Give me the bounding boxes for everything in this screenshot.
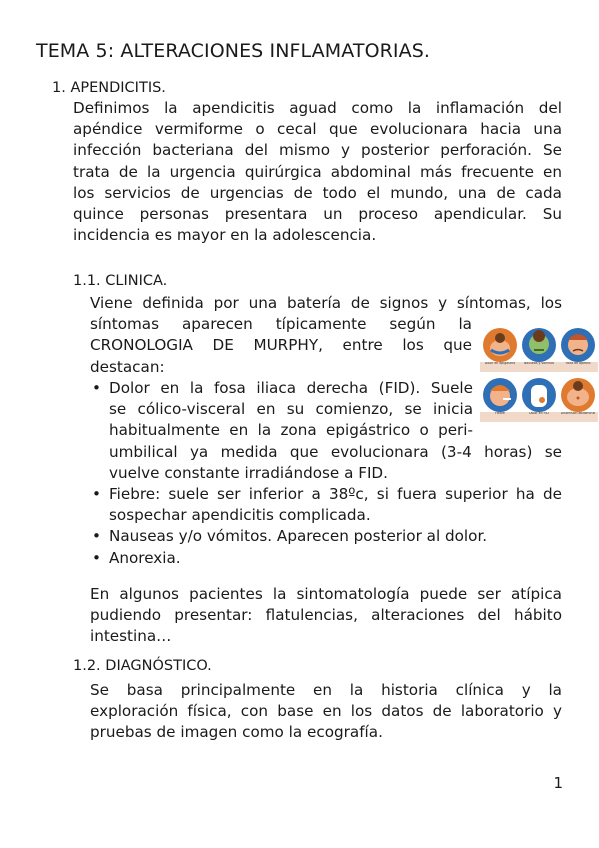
symptom-cell-nausea <box>520 326 558 376</box>
paragraph-line: intestina… <box>90 627 172 646</box>
paragraph-line: CRONOLOGIA DE MURPHY, entre los que <box>90 336 472 355</box>
symptom-caption: Náuseas y vómitos <box>519 362 559 372</box>
paragraph-line: habitualmente en la zona epigástrico o peri- <box>109 421 473 440</box>
paragraph-line: • Anorexia. <box>109 548 181 567</box>
paragraph-line: se cólico-visceral en su comienzo, se inicia <box>109 400 473 419</box>
page-number: 1 <box>553 774 563 792</box>
list-item <box>90 548 562 569</box>
murphy-symptoms-figure <box>481 326 597 426</box>
paragraph-line: incidencia es mayor en la adolescencia. <box>73 226 377 245</box>
symptom-cell-fever <box>481 376 519 426</box>
paragraph-line: los servicios de urgencias de todo el mundo, una de cada <box>73 183 562 202</box>
paragraph-line: • Nauseas y/o vómitos. Aparecen posterior al dolor. <box>109 527 488 546</box>
paragraph-line: vuelve constante irradiándose a FID. <box>109 463 388 482</box>
list-item <box>90 484 562 526</box>
anorexia-icon <box>559 326 597 364</box>
apendicitis-paragraph <box>73 98 562 246</box>
paragraph-line: sospechar apendicitis complicada. <box>109 506 371 525</box>
paragraph-line: Viene definida por una batería de signos y síntomas, los <box>90 294 562 312</box>
paragraph-line: trata de la urgencia quirúrgica abdominal más frecuente en <box>73 162 562 181</box>
paragraph-line: síntomas aparecen típicamente según la <box>90 315 472 334</box>
epigastric-pain-icon <box>481 326 519 364</box>
paragraph-line: • Fiebre: suele ser inferior a 38ºc, si fuera superior ha de <box>109 485 562 504</box>
paragraph-line: exploración física, con base en los datos de laboratorio y <box>90 702 562 721</box>
paragraph-line: En algunos pacientes la sintomatología puede ser atípica <box>90 585 562 603</box>
paragraph-line: umbilical ya medida que evolucionara (3-4 horas) se <box>109 442 562 461</box>
abdominal-distension-icon <box>559 376 597 414</box>
fever-icon <box>481 376 519 414</box>
paragraph-line: destacan: <box>90 357 165 376</box>
symptom-caption: Falta de apetito <box>558 362 598 372</box>
symptom-cell-anorexia <box>559 326 597 376</box>
symptom-cell-distension <box>559 376 597 426</box>
paragraph-line: • Dolor en la fosa iliaca derecha (FID). Suele <box>109 379 473 397</box>
symptom-caption: Dolor en FID <box>519 412 559 422</box>
list-item <box>90 526 562 547</box>
section-heading-apendicitis: 1. APENDICITIS. <box>52 80 166 96</box>
paragraph-line: apéndice vermiforme o cecal que evolucionara hacia una <box>73 120 562 139</box>
nausea-icon <box>520 326 558 364</box>
symptom-caption: Distensión abdominal <box>558 412 598 422</box>
subsection-heading-diagnostico: 1.2. DIAGNÓSTICO. <box>73 658 212 674</box>
paragraph-line: pruebas de imagen como la ecografía. <box>90 723 383 742</box>
symptom-cell-epigastric-pain <box>481 326 519 376</box>
clinica-outro-paragraph <box>90 584 562 648</box>
paragraph-line: Se basa principalmente en la historia clínica y la <box>90 681 562 699</box>
symptom-caption: Fiebre <box>480 412 520 422</box>
diagnostico-paragraph <box>90 680 562 744</box>
symptom-cell-rlq-pain <box>520 376 558 426</box>
paragraph-line: pudiendo presentar: flatulencias, alteraciones del hábito <box>90 606 562 625</box>
subsection-heading-clinica: 1.1. CLINICA. <box>73 273 168 289</box>
paragraph-line: Definimos la apendicitis aguad como la inflamación del <box>73 99 562 117</box>
abdominal-pain-icon <box>520 376 558 414</box>
symptom-caption: Dolor en epigastrio <box>480 362 520 372</box>
paragraph-line: infección bacteriana del mismo y posterior perforación. Se <box>73 141 562 160</box>
paragraph-line: quince personas presentara un proceso apendicular. Su <box>73 205 562 224</box>
page-title: TEMA 5: ALTERACIONES INFLAMATORIAS. <box>36 40 431 62</box>
